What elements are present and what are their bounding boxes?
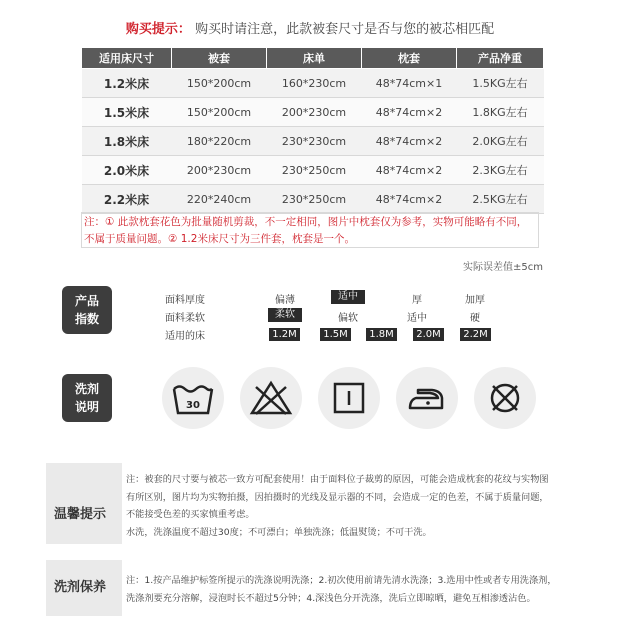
- purchase-tip: [0, 18, 620, 37]
- product-index-badge: [62, 286, 112, 334]
- bed-label: 适用的床: [165, 331, 205, 342]
- badge-line-1: 产品: [74, 294, 99, 308]
- softness-option-hard: 硬: [470, 313, 480, 324]
- cell-bed-sheet: 230*250cm: [267, 156, 362, 185]
- warm-tip-line: 水洗，洗涤温度不超过30度；不可漂白；单独洗涤；低温熨烫；不可干洗。: [126, 526, 432, 538]
- bed-size-1-5m: 1.5M: [320, 328, 351, 341]
- cell-bed-size: 2.2米床: [82, 185, 172, 214]
- thickness-option-medium: 适中: [331, 290, 365, 304]
- softness-option-soft: 柔软: [268, 308, 302, 322]
- softness-option-slightly-soft: 偏软: [338, 313, 358, 324]
- no-bleach-icon: [240, 367, 302, 429]
- header-net-weight: 产品净重: [457, 48, 544, 69]
- table-row: [82, 156, 544, 185]
- table-row: [82, 127, 544, 156]
- badge-line-2: 指数: [74, 312, 99, 326]
- table-header-row: [82, 48, 544, 69]
- cell-net-weight: 2.0KG左右: [457, 127, 544, 156]
- cell-net-weight: 1.8KG左右: [457, 98, 544, 127]
- softness-option-medium: 适中: [407, 313, 427, 324]
- softness-label: 面料柔软: [165, 313, 205, 324]
- cell-duvet-cover: 150*200cm: [172, 69, 267, 98]
- cell-bed-size: 1.8米床: [82, 127, 172, 156]
- warm-tip-text: [126, 471, 572, 541]
- cell-bed-size: 1.2米床: [82, 69, 172, 98]
- bed-size-2-2m: 2.2M: [460, 328, 491, 341]
- header-pillowcase: 枕套: [362, 48, 457, 69]
- cell-duvet-cover: 180*220cm: [172, 127, 267, 156]
- cell-bed-sheet: 230*250cm: [267, 185, 362, 214]
- cell-bed-sheet: 160*230cm: [267, 69, 362, 98]
- cell-bed-size: 2.0米床: [82, 156, 172, 185]
- cell-bed-sheet: 230*230cm: [267, 127, 362, 156]
- warm-tip-label: 温馨提示: [53, 507, 106, 522]
- header-duvet-cover: 被套: [172, 48, 267, 69]
- cell-duvet-cover: 200*230cm: [172, 156, 267, 185]
- table-row: [82, 185, 544, 214]
- table-row: [82, 69, 544, 98]
- iron-low-icon: [396, 367, 458, 429]
- cell-pillowcase: 48*74cm×2: [362, 156, 457, 185]
- cell-net-weight: 1.5KG左右: [457, 69, 544, 98]
- note-line-2: 不属于质量问题。② 1.2米床尺寸为三件套，枕套是一个。: [84, 233, 355, 245]
- purchase-tip-label: 购买提示：: [125, 22, 191, 37]
- wash-instructions-badge: [62, 374, 112, 422]
- warm-tip-line: 不能接受色差的买家慎重考虑。: [126, 509, 255, 520]
- care-text: [126, 572, 572, 607]
- thickness-option-thick: 厚: [412, 295, 422, 306]
- no-dry-clean-icon: [474, 367, 536, 429]
- care-band: [46, 560, 574, 616]
- care-line: 洗涤剂要充分溶解，浸泡时长不超过5分钟；4.深浅色分开洗涤，洗后立即晾晒，避免互相渗透沾色。: [126, 592, 536, 604]
- wash-temp-label: 30: [186, 400, 200, 411]
- bed-size-2-0m: 2.0M: [413, 328, 444, 341]
- care-line: 注：1.按产品维护标签所提示的洗涤说明洗涤；2.初次使用前请先清水洗涤；3.选用中性或者专用洗涤剂，: [126, 575, 557, 586]
- cell-bed-size: 1.5米床: [82, 98, 172, 127]
- warm-tip-band: [46, 463, 574, 544]
- tumble-dry-icon: [318, 367, 380, 429]
- warm-tip-line: 有所区别，图片均为实物拍摄，因拍摄时的光线及显示器的不同，会造成一定的色差，不属于质量问题，: [126, 491, 549, 503]
- thickness-label: 面料厚度: [165, 295, 205, 306]
- cell-pillowcase: 48*74cm×2: [362, 98, 457, 127]
- purchase-tip-text: 购买时请注意，此款被套尺寸是否与您的被芯相匹配: [195, 22, 495, 37]
- cell-pillowcase: 48*74cm×1: [362, 69, 457, 98]
- pillowcase-note: [81, 212, 539, 248]
- warm-tip-line: 注：被套的尺寸要与被芯一致方可配套使用！由于面料位子裁剪的原因，可能会造成枕套的花纹与实物图: [126, 474, 549, 485]
- cell-net-weight: 2.3KG左右: [457, 156, 544, 185]
- cell-pillowcase: 48*74cm×2: [362, 127, 457, 156]
- cell-pillowcase: 48*74cm×2: [362, 185, 457, 214]
- thickness-option-extra-thick: 加厚: [465, 295, 485, 306]
- bed-size-1-8m: 1.8M: [366, 328, 397, 341]
- tolerance-text: 实际误差值±5cm: [463, 262, 543, 273]
- wash-30-icon: [162, 367, 224, 429]
- badge-line-2: 说明: [74, 400, 99, 414]
- note-line-1: 注：① 此款枕套花色为批量随机剪裁，不一定相同，图片中枕套仅为参考，实物可能略有不同，: [84, 216, 528, 228]
- cell-duvet-cover: 220*240cm: [172, 185, 267, 214]
- cell-bed-sheet: 200*230cm: [267, 98, 362, 127]
- thickness-option-thin: 偏薄: [275, 295, 295, 306]
- header-bed-sheet: 床单: [267, 48, 362, 69]
- care-label: 洗剂保养: [53, 580, 106, 595]
- header-bed-size: 适用床尺寸: [82, 48, 172, 69]
- cell-duvet-cover: 150*200cm: [172, 98, 267, 127]
- badge-line-1: 洗剂: [74, 382, 99, 396]
- table-row: [82, 98, 544, 127]
- bed-size-1-2m: 1.2M: [269, 328, 300, 341]
- size-table: [81, 47, 544, 214]
- cell-net-weight: 2.5KG左右: [457, 185, 544, 214]
